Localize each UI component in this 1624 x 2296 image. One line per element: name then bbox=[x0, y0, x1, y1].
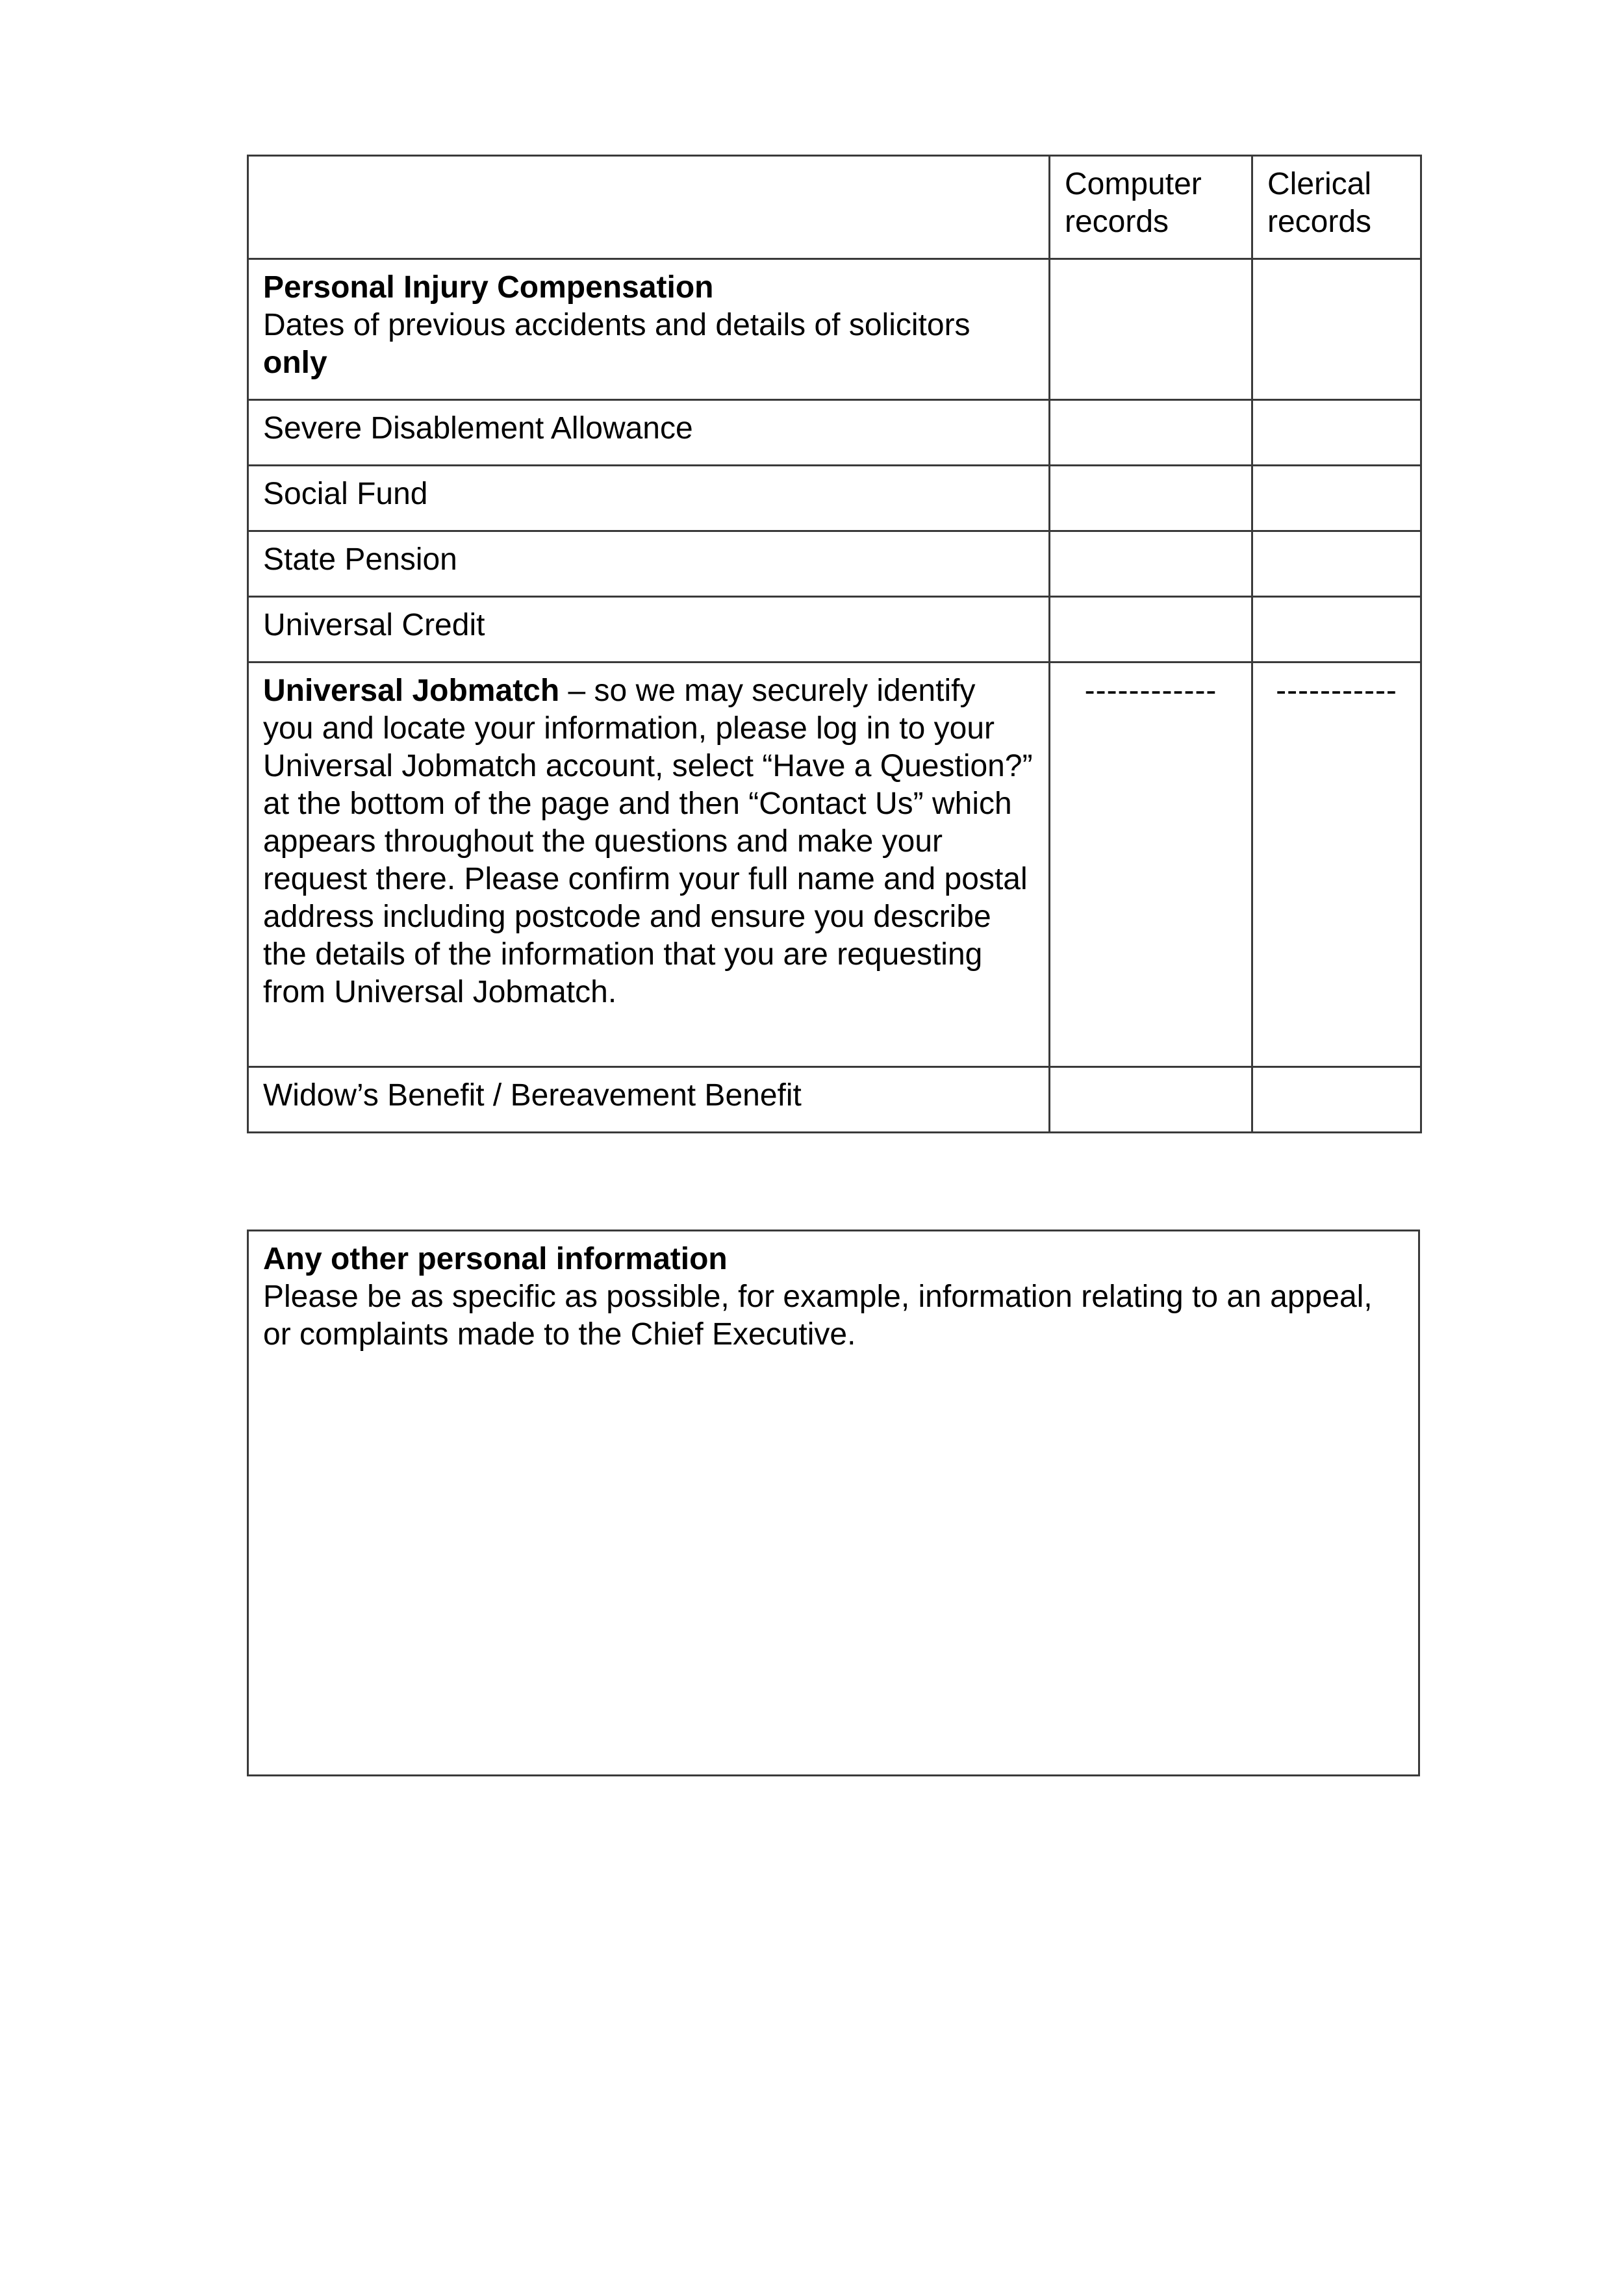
clerical-records-checkbox-cell[interactable] bbox=[1252, 531, 1421, 597]
computer-records-not-applicable: ------------ bbox=[1050, 662, 1252, 1067]
clerical-records-checkbox-cell[interactable] bbox=[1252, 466, 1421, 531]
row-title: Universal Jobmatch bbox=[263, 674, 560, 708]
records-table bbox=[247, 155, 1422, 1133]
other-personal-information-field[interactable] bbox=[247, 1230, 1420, 1776]
clerical-records-checkbox-cell[interactable] bbox=[1252, 400, 1421, 466]
row-label-personal-injury bbox=[248, 259, 1050, 400]
table-row-personal-injury bbox=[248, 259, 1421, 400]
row-title: Social Fund bbox=[248, 466, 1050, 531]
computer-records-checkbox-cell[interactable] bbox=[1050, 400, 1252, 466]
clerical-records-checkbox-cell[interactable] bbox=[1252, 1067, 1421, 1133]
row-description-emphasis: only bbox=[263, 346, 327, 380]
table-row-universal-credit bbox=[248, 597, 1421, 662]
computer-records-checkbox-cell[interactable] bbox=[1050, 466, 1252, 531]
header-computer-records: Computer records bbox=[1050, 156, 1252, 259]
computer-records-checkbox-cell[interactable] bbox=[1050, 531, 1252, 597]
clerical-records-checkbox-cell[interactable] bbox=[1252, 259, 1421, 400]
other-info-instructions: Please be as specific as possible, for example, information relating to an appeal, or complaints made to the Chief Executive. bbox=[263, 1280, 1373, 1352]
row-description: Dates of previous accidents and details of solicitors bbox=[263, 308, 971, 342]
table-row-severe-disablement bbox=[248, 400, 1421, 466]
header-blank-cell bbox=[248, 156, 1050, 259]
table-header-row bbox=[248, 156, 1421, 259]
table-row-social-fund bbox=[248, 466, 1421, 531]
clerical-records-checkbox-cell[interactable] bbox=[1252, 597, 1421, 662]
table-row-state-pension bbox=[248, 531, 1421, 597]
row-title: Universal Credit bbox=[248, 597, 1050, 662]
other-info-title: Any other personal information bbox=[263, 1242, 728, 1276]
row-title: Widow’s Benefit / Bereavement Benefit bbox=[248, 1067, 1050, 1133]
table-row-widows-benefit bbox=[248, 1067, 1421, 1133]
computer-records-checkbox-cell[interactable] bbox=[1050, 597, 1252, 662]
table-row-universal-jobmatch bbox=[248, 662, 1421, 1067]
row-description: – so we may securely identify you and locate your information, please log in to your Universal Jobmatch account, select “Have a Question?” at the bottom of the page and then “Contact Us” which appears throughout the questions and make your request there. Please confirm your full name and postal address including postcode and ensure you describe the details of the information that you are requesting from Universal Jobmatch. bbox=[263, 674, 1033, 1009]
row-title: Personal Injury Compensation bbox=[263, 270, 714, 305]
row-title: State Pension bbox=[248, 531, 1050, 597]
header-clerical-records: Clerical records bbox=[1252, 156, 1421, 259]
row-label-universal-jobmatch bbox=[248, 662, 1050, 1067]
computer-records-checkbox-cell[interactable] bbox=[1050, 1067, 1252, 1133]
clerical-records-not-applicable: ----------- bbox=[1252, 662, 1421, 1067]
row-title: Severe Disablement Allowance bbox=[248, 400, 1050, 466]
computer-records-checkbox-cell[interactable] bbox=[1050, 259, 1252, 400]
